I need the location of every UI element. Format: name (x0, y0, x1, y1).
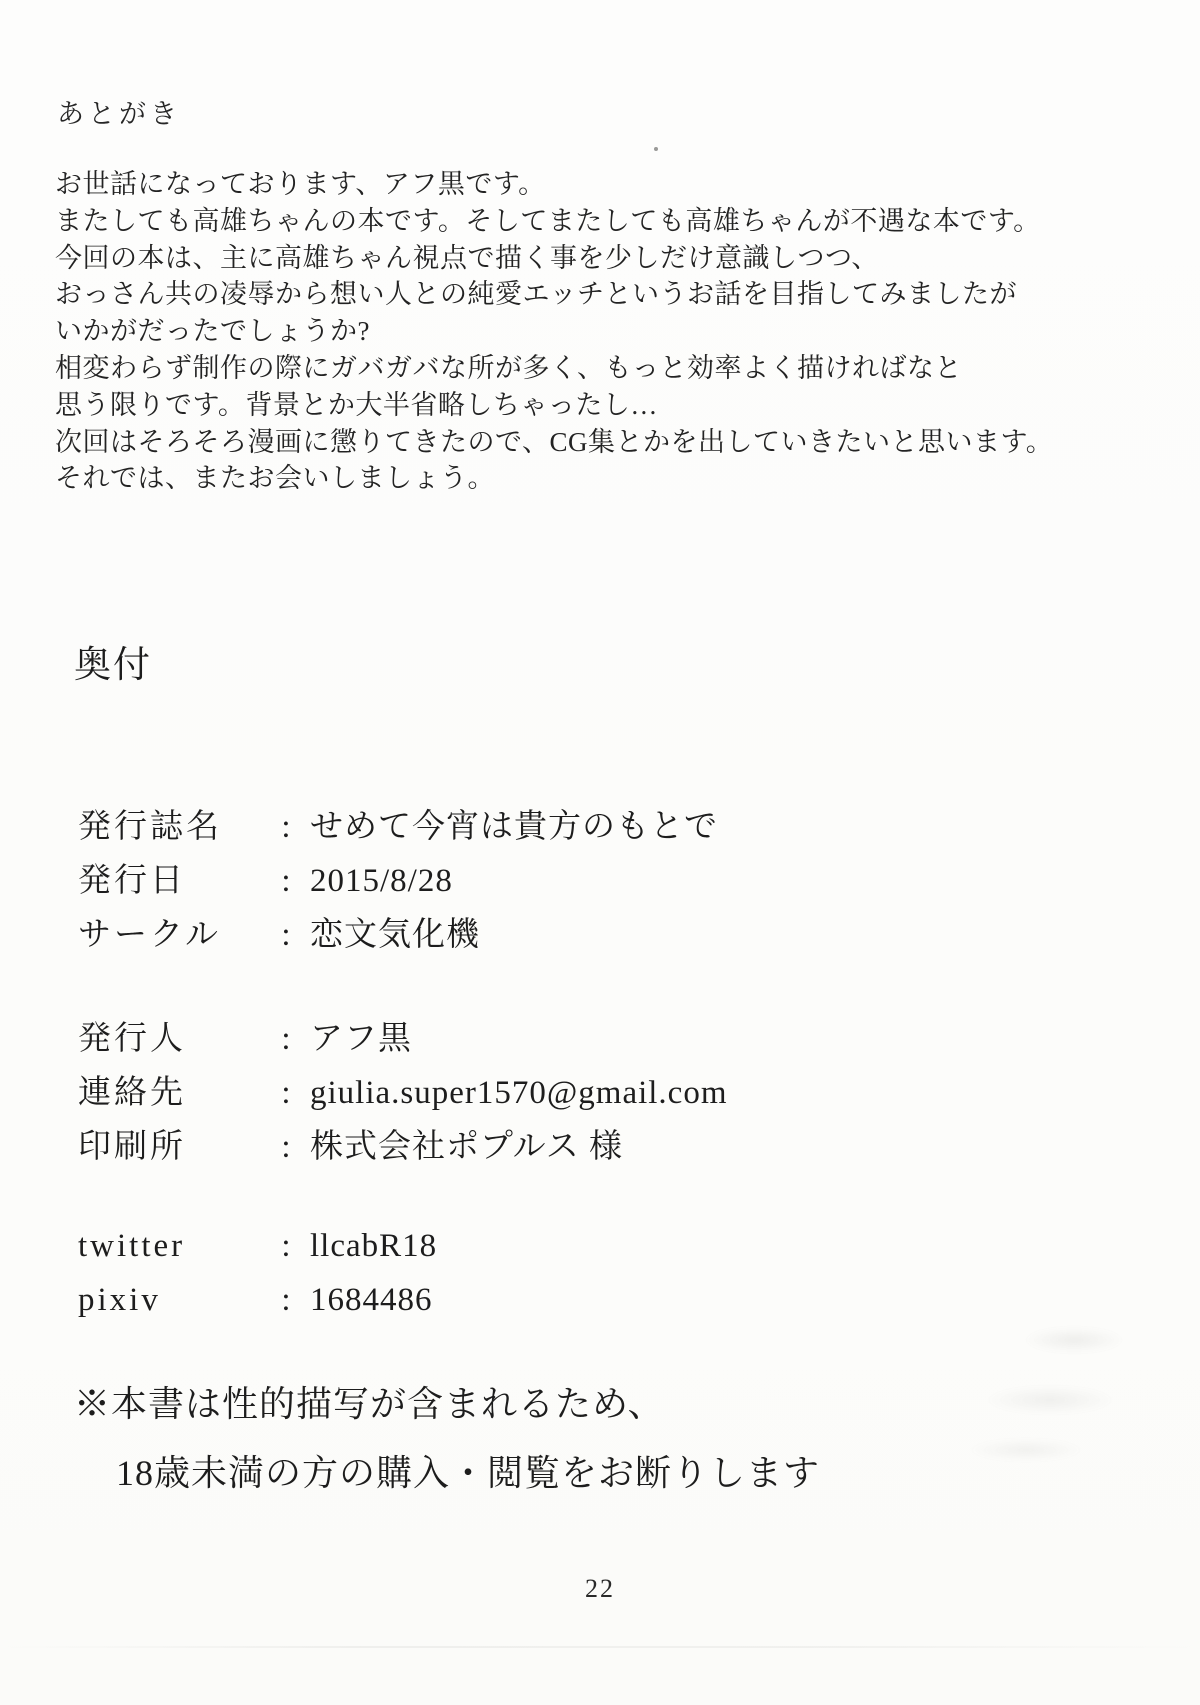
age-restriction-notice (74, 1376, 820, 1496)
colophon-row-circle (78, 908, 718, 962)
afterword-line: 思う限りです。背景とか大半省略しちゃったし… (55, 389, 658, 420)
colophon-label: 連絡先 (78, 1075, 186, 1111)
afterword-line: おっさん共の凌辱から想い人との純愛エッチというお話を目指してみましたが (55, 279, 1017, 310)
colophon-label: 発行人 (78, 1021, 186, 1057)
colophon-value: llcabR18 (310, 1228, 438, 1264)
colophon-row-publisher (78, 1012, 728, 1066)
afterword-line: またしても高雄ちゃんの本です。そしてまたしても高雄ちゃんが不遇な本です。 (55, 205, 1041, 236)
afterword-body (55, 166, 1085, 497)
colophon-value: 1684486 (310, 1282, 433, 1318)
colophon-label: 印刷所 (78, 1129, 186, 1165)
colophon-heading: 奥付 (74, 645, 152, 686)
colophon-value: 株式会社ポプルス 様 (310, 1129, 623, 1165)
colophon-separator: : (281, 1228, 291, 1264)
colophon-row-title (78, 800, 718, 854)
colophon-value: 2015/8/28 (310, 863, 453, 899)
afterword-line: お世話になっております、アフ黒です。 (55, 169, 546, 199)
colophon-group-accounts (78, 1228, 437, 1336)
colophon-row-printer (78, 1120, 728, 1174)
colophon-separator: : (281, 1021, 291, 1057)
colophon-group-publication (78, 800, 718, 962)
afterword-line: それでは、またお会いしましょう。 (55, 463, 495, 494)
afterword-heading: あとがき (57, 99, 181, 129)
colophon-value: giulia.super1570@gmail.com (310, 1075, 728, 1111)
colophon-separator: : (281, 1075, 291, 1111)
afterword-line: 相変わらず制作の際にガバガバな所が多く、もっと効率よく描ければなと (55, 352, 962, 383)
colophon-separator: : (281, 917, 291, 953)
colophon-row-twitter (78, 1228, 437, 1282)
afterword-line: 次回はそろそろ漫画に懲りてきたので、CG集とかを出していきたいと思います。 (55, 426, 1054, 457)
scan-streak (0, 1646, 1200, 1648)
colophon-row-date (78, 854, 718, 908)
colophon-value: アフ黒 (310, 1021, 412, 1057)
colophon-label: サークル (78, 917, 222, 953)
colophon-value: せめて今宵は貴方のもとで (310, 809, 718, 845)
colophon-label: 発行誌名 (78, 809, 222, 845)
colophon-separator: : (281, 1282, 291, 1318)
afterword-line: 今回の本は、主に高雄ちゃん視点で描く事を少しだけ意識しつつ、 (55, 242, 879, 273)
colophon-separator: : (281, 1129, 291, 1165)
colophon-value: 恋文気化機 (310, 917, 480, 953)
notice-line: 18歳未満の方の購入・閲覧をお断りします (116, 1453, 821, 1493)
colophon-label: twitter (78, 1228, 186, 1264)
scan-speck (654, 147, 658, 151)
colophon-separator: : (281, 809, 291, 845)
bleed-through-artifact (930, 1280, 1170, 1480)
colophon-label: 発行日 (78, 863, 186, 899)
page-number: 22 (585, 1574, 615, 1603)
colophon-separator: : (281, 863, 291, 899)
colophon-label: pixiv (78, 1282, 161, 1318)
notice-line: ※本書は性的描写が含まれるため、 (74, 1384, 665, 1424)
colophon-row-contact (78, 1066, 728, 1120)
afterword-line: いかがだったでしょうか? (55, 316, 370, 347)
colophon-group-publisher (78, 1012, 728, 1174)
colophon-row-pixiv (78, 1282, 437, 1336)
